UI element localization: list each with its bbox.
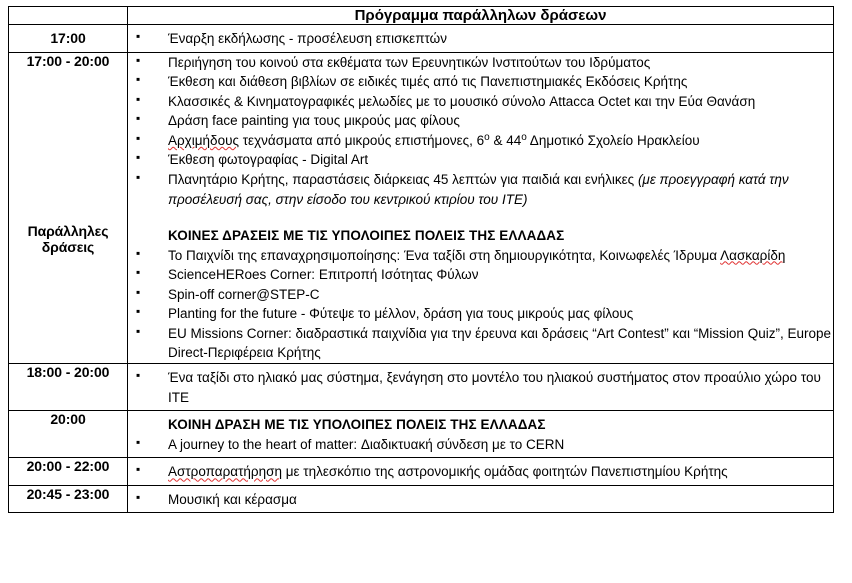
- row-time-cell: [9, 411, 128, 458]
- list-item: [128, 111, 833, 131]
- table-row: [9, 485, 834, 513]
- time-label: 20:00: [50, 411, 86, 428]
- list-item: [128, 29, 833, 49]
- table-header-row: [9, 7, 834, 25]
- item-text: Περιήγηση του κοινού στα εκθέματα των Ερευνητικών Ινστιτούτων του Ιδρύματος: [168, 54, 651, 70]
- time-label: 17:00 - 20:00: [26, 52, 110, 69]
- item-text: Spin-off corner@STEP-C: [168, 286, 320, 302]
- table-title: Πρόγραμμα παράλληλων δράσεων: [128, 7, 834, 25]
- item-list: [128, 29, 833, 49]
- ordinal-superscript: ο: [484, 131, 490, 143]
- list-item-heading: [128, 415, 833, 435]
- row-time-cell: [9, 52, 128, 363]
- list-item: [128, 170, 833, 209]
- time-label: 20:45 - 23:00: [26, 485, 110, 502]
- row-description-cell: [128, 364, 834, 411]
- item-text: Μουσική και κέρασμα: [168, 491, 297, 507]
- row-description-cell: [128, 52, 834, 363]
- ordinal-superscript: ο: [521, 131, 527, 143]
- table-row: [9, 364, 834, 411]
- item-list: [128, 462, 833, 482]
- parallel-actions-label-line1: Παράλληλες: [27, 222, 109, 239]
- row-description-cell: [128, 411, 834, 458]
- item-text: Έκθεση και διάθεση βιβλίων σε ειδικές τιμές από τις Πανεπιστημιακές Εκδόσεις Κρήτης: [168, 74, 688, 90]
- item-text: EU Missions Corner: διαδραστικά παιχνίδια για την έρευνα και δράσεις “Art Contest” και “Mission Quiz”, Europe Direct-Περιφέρεια Κρήτης: [168, 325, 831, 361]
- section-heading: ΚΟΙΝΗ ΔΡΑΣΗ ΜΕ ΤΙΣ ΥΠΟΛΟΙΠΕΣ ΠΟΛΕΙΣ ΤΗΣ ΕΛΛΑΔΑΣ: [168, 417, 546, 433]
- list-item: [128, 304, 833, 324]
- item-text: Πλανητάριο Κρήτης, παραστάσεις διάρκειας 45 λεπτών για παιδιά και ενήλικες: [168, 171, 638, 187]
- item-list: [128, 415, 833, 454]
- item-text: Έναρξη εκδήλωσης - προσέλευση επισκεπτών: [168, 31, 447, 46]
- row-time-cell: [9, 25, 128, 53]
- item-text: Ένα ταξίδι στο ηλιακό μας σύστημα, ξενάγηση στο μοντέλο του ηλιακού συστήματος στον προαύλιο χώρο του ΙΤΕ: [168, 370, 821, 405]
- row-description-cell: [128, 458, 834, 486]
- table-row: [9, 411, 834, 458]
- header-time-cell: [9, 7, 128, 25]
- item-text: Έκθεση φωτογραφίας - Digital Art: [168, 152, 369, 168]
- item-text: με τηλεσκόπιο της αστρονομικής ομάδας φοιτητών Πανεπιστημίου Κρήτης: [281, 464, 728, 480]
- item-list: [128, 490, 833, 510]
- list-item: [128, 368, 833, 407]
- time-cell-spacer: [9, 69, 127, 223]
- list-item: [128, 324, 833, 363]
- row-time-cell: [9, 458, 128, 486]
- time-label: 17:00: [50, 30, 86, 47]
- item-text: A journey to the heart of matter: Διαδικτυακή σύνδεση με το CERN: [168, 436, 565, 452]
- list-item-heading: [128, 209, 833, 246]
- item-list: [128, 368, 833, 407]
- list-item: [128, 72, 833, 92]
- section-heading: ΚΟΙΝΕΣ ΔΡΑΣΕΙΣ ΜΕ ΤΙΣ ΥΠΟΛΟΙΠΕΣ ΠΟΛΕΙΣ ΤΗΣ ΕΛΛΑΔΑΣ: [168, 228, 565, 244]
- list-item: [128, 131, 833, 151]
- item-text-cont: & 44: [489, 132, 522, 148]
- list-item: [128, 435, 833, 455]
- list-item: [128, 150, 833, 170]
- item-list: [128, 53, 833, 363]
- list-item: [128, 285, 833, 305]
- time-label: 20:00 - 22:00: [26, 458, 110, 475]
- item-text-spellchecked: Λασκαρίδη: [720, 247, 786, 263]
- item-text: τεχνάσματα από μικρούς επιστήμονες, 6: [238, 132, 485, 148]
- paragraph-gap: [168, 209, 833, 226]
- table-row: [9, 52, 834, 363]
- list-item: [128, 462, 833, 482]
- list-item: [128, 490, 833, 510]
- item-text: Κλασσικές & Κινηματογραφικές μελωδίες με το μουσικό σύνολο Attacca Octet και την Εύα Θανάση: [168, 93, 756, 109]
- list-item: [128, 246, 833, 266]
- row-description-cell: [128, 485, 834, 513]
- schedule-table: [8, 6, 834, 513]
- list-item: [128, 265, 833, 285]
- item-text: Το Παιχνίδι της επαναχρησιμοποίησης: Ένα ταξίδι στη δημιουργικότητα, Κοινωφελές Ίδρυμα: [168, 247, 721, 263]
- time-label: 18:00 - 20:00: [26, 364, 110, 380]
- item-text-end: Δημοτικό Σχολείο Ηρακλείου: [526, 132, 700, 148]
- item-text: Planting for the future - Φύτεψε το μέλλον, δράση για τους μικρούς μας φίλους: [168, 306, 634, 322]
- item-text-spellchecked: Αρχιμήδους: [168, 132, 239, 148]
- row-time-cell: [9, 364, 128, 411]
- list-item: [128, 53, 833, 73]
- row-time-cell: [9, 485, 128, 513]
- table-row: [9, 25, 834, 53]
- item-text: Δράση face painting για τους μικρούς μας φίλους: [168, 113, 460, 129]
- item-text-italic: (με προεγγραφή κατά την προσέλευσή σας, στην είσοδο του κεντρικού κτιρίου του ΙΤΕ): [168, 171, 789, 207]
- table-row: [9, 458, 834, 486]
- parallel-actions-label-line2: δράσεις: [41, 238, 95, 255]
- item-text: ScienceHERoes Corner: Επιτροπή Ισότητας Φύλων: [168, 267, 479, 283]
- row-description-cell: [128, 25, 834, 53]
- list-item: [128, 92, 833, 112]
- item-text-spellchecked: Αστροπαρατήρηση: [168, 464, 282, 480]
